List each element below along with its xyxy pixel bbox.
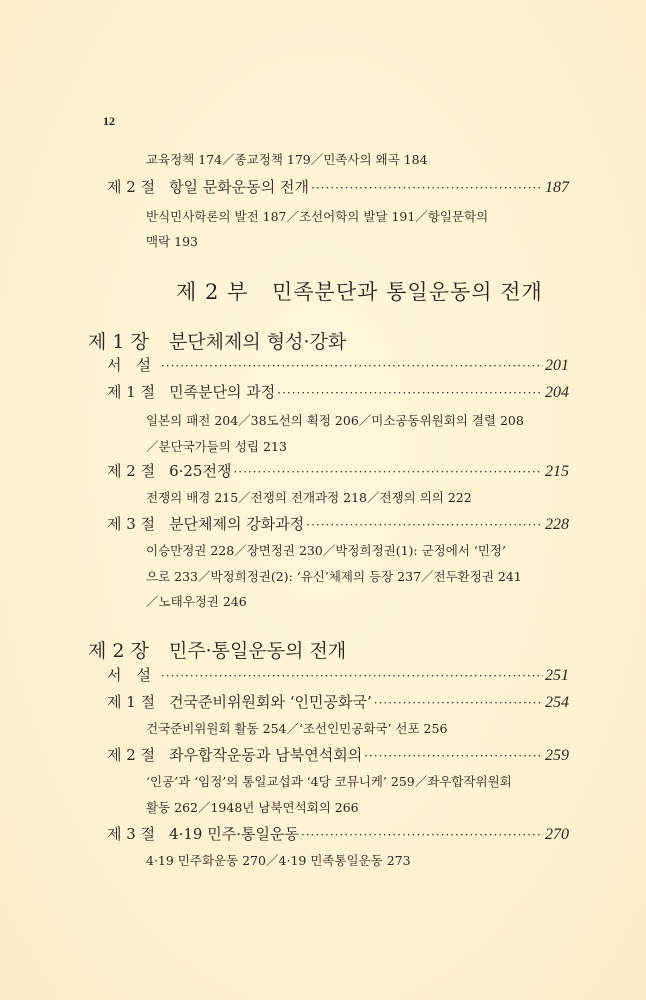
- toc-subentries: 반식민사학론의 발전 187／조선어학의 발달 191／항일문학의: [146, 209, 489, 224]
- page-ref: 204: [545, 384, 569, 401]
- intro-label: 서 설: [107, 666, 151, 684]
- dot-leader: [233, 465, 543, 479]
- toc-intro-entry: [107, 664, 569, 685]
- toc-subentries: 으로 233／박정희정권(2): ‘유신’체제의 등장 237／전두환정권 241: [146, 569, 522, 584]
- dot-leader: [301, 828, 543, 842]
- dot-leader: [161, 359, 543, 373]
- toc-section-entry: [107, 176, 569, 197]
- page-ref: 201: [545, 357, 569, 374]
- chapter-title: 민주·통일운동의 전개: [168, 640, 347, 662]
- section-title: 건국준비위원회와 ‘인민공화국’: [169, 693, 372, 711]
- toc-subentries: 활동 262／1948년 남북연석회의 266: [146, 800, 359, 815]
- page-ref: 215: [545, 463, 569, 480]
- dot-leader: [311, 181, 543, 195]
- chapter-label: 제 1 장: [88, 331, 149, 353]
- chapter-title: 분단체제의 형성·강화: [168, 331, 347, 353]
- section-title: 6·25전쟁: [169, 462, 232, 480]
- page-ref: 254: [545, 694, 569, 711]
- toc-subentries: 건국준비위원회 활동 254／‘조선인민공화국’ 선포 256: [146, 721, 448, 736]
- toc-section-entry: [107, 513, 569, 534]
- toc-subentries: ‘인공’과 ‘임정’의 통일교섭과 ‘4당 코뮤니케’ 259／좌우합작위원회: [146, 774, 512, 789]
- section-title: 분단체제의 강화과정: [169, 515, 305, 533]
- section-title: 좌우합작운동과 남북연석회의: [169, 746, 363, 764]
- page-ref: 228: [545, 516, 569, 533]
- section-label: 제 2 절: [107, 746, 156, 764]
- section-label: 제 1 절: [107, 693, 156, 711]
- dot-leader: [277, 386, 543, 400]
- intro-label: 서 설: [107, 356, 151, 374]
- toc-subentries: 이승만정권 228／장면정권 230／박정희정권(1): 군정에서 ‘민정’: [146, 543, 506, 558]
- section-label: 제 1 절: [107, 383, 156, 401]
- page-number: 12: [103, 114, 115, 128]
- part-heading: [176, 276, 543, 306]
- dot-leader: [306, 518, 543, 532]
- section-label: 제 3 절: [107, 825, 156, 843]
- part-label: 제 2 부: [176, 280, 249, 304]
- section-label: 제 2 절: [107, 178, 156, 196]
- section-label: 제 3 절: [107, 515, 156, 533]
- toc-section-entry: [107, 691, 569, 712]
- toc-section-entry: [107, 381, 569, 402]
- part-title: 민족분단과 통일운동의 전개: [271, 280, 543, 304]
- chapter-label: 제 2 장: [88, 640, 149, 662]
- toc-subentries: ／노태우정권 246: [146, 594, 247, 609]
- section-title: 4·19 민주·통일운동: [169, 825, 299, 843]
- toc-subentries: 전쟁의 배경 215／전쟁의 전개과정 218／전쟁의 의의 222: [146, 490, 472, 505]
- toc-section-entry: [107, 823, 569, 844]
- section-title: 민족분단의 과정: [169, 383, 276, 401]
- dot-leader: [161, 669, 543, 683]
- toc-subentries: 맥락 193: [146, 234, 198, 249]
- page-ref: 251: [545, 667, 569, 684]
- toc-subentries: 일본의 패전 204／38도선의 획정 206／미소공동위원회의 결렬 208: [146, 413, 524, 428]
- page-ref: 187: [545, 179, 569, 196]
- page-ref: 270: [545, 826, 569, 843]
- chapter-heading: [88, 327, 346, 354]
- toc-subentries: ／분단국가들의 성립 213: [146, 439, 287, 454]
- toc-section-entry: [107, 744, 569, 765]
- toc-section-entry: [107, 460, 569, 481]
- toc-intro-entry: [107, 354, 569, 375]
- page-ref: 259: [545, 747, 569, 764]
- toc-subentries: 4·19 민주화운동 270／4·19 민족통일운동 273: [146, 853, 411, 868]
- section-title: 항일 문화운동의 전개: [169, 178, 310, 196]
- toc-subentries: 교육정책 174／종교정책 179／민족사의 왜곡 184: [146, 152, 428, 167]
- dot-leader: [364, 749, 543, 763]
- section-label: 제 2 절: [107, 462, 156, 480]
- chapter-heading: [88, 636, 346, 663]
- dot-leader: [374, 696, 543, 710]
